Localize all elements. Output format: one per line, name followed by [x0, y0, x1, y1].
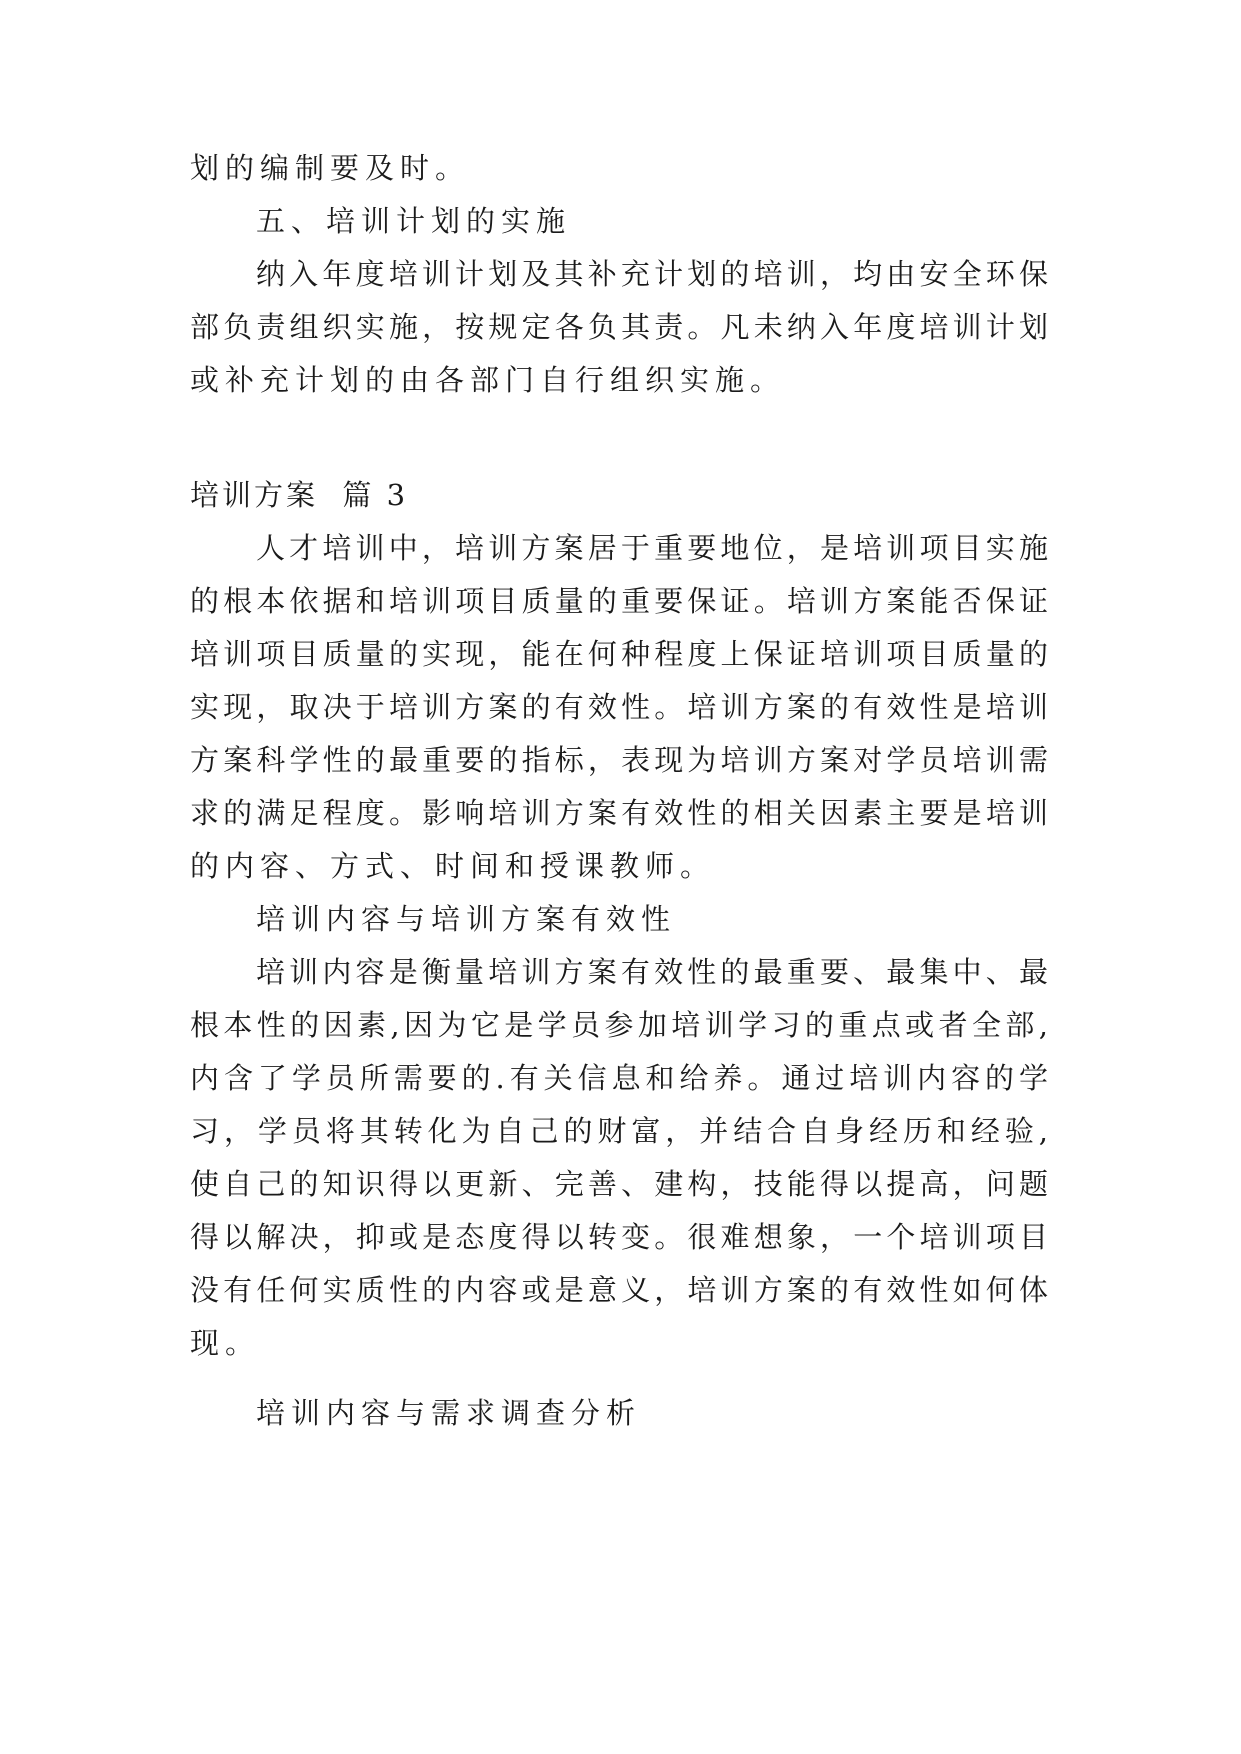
paragraph-line: 习，学员将其转化为自己的财富，并结合自身经历和经验,: [190, 1114, 1050, 1148]
paragraph-line: 或补充计划的由各部门自行组织实施。: [190, 363, 786, 397]
paragraph-line: 内含了学员所需要的.有关信息和给养。通过培训内容的学: [190, 1061, 1050, 1095]
paragraph-line: 现。: [190, 1326, 261, 1360]
paragraph-line: 方案科学性的最重要的指标，表现为培训方案对学员培训需: [190, 743, 1050, 777]
paragraph-line: 部负责组织实施，按规定各负其责。凡未纳入年度培训计划: [190, 310, 1050, 344]
paragraph-line: 培训项目质量的实现，能在何种程度上保证培训项目质量的: [190, 637, 1050, 671]
paragraph-line: 纳入年度培训计划及其补充计划的培训，均由安全环保: [256, 257, 1050, 291]
paragraph-line: 的内容、方式、时间和授课教师。: [190, 849, 716, 883]
article-heading: 培训方案 篇 3: [190, 478, 409, 512]
paragraph-line: 求的满足程度。影响培训方案有效性的相关因素主要是培训: [190, 796, 1050, 830]
paragraph-line: 根本性的因素,因为它是学员参加培训学习的重点或者全部,: [190, 1008, 1050, 1042]
paragraph-line: 实现，取决于培训方案的有效性。培训方案的有效性是培训: [190, 690, 1050, 724]
paragraph-line: 人才培训中，培训方案居于重要地位，是培训项目实施: [256, 531, 1050, 565]
section-heading: 培训内容与需求调查分析: [256, 1396, 642, 1430]
paragraph-line: 得以解决，抑或是态度得以转变。很难想象，一个培训项目: [190, 1220, 1050, 1254]
paragraph-line: 没有任何实质性的内容或是意义，培训方案的有效性如何体: [190, 1273, 1050, 1307]
section-heading: 五、培训计划的实施: [256, 204, 572, 238]
paragraph-line: 培训内容是衡量培训方案有效性的最重要、最集中、最: [256, 955, 1050, 989]
paragraph-line: 的根本依据和培训项目质量的重要保证。培训方案能否保证: [190, 584, 1050, 618]
section-heading: 培训内容与培训方案有效性: [256, 902, 677, 936]
paragraph-line: 使自己的知识得以更新、完善、建构，技能得以提高，问题: [190, 1167, 1050, 1201]
paragraph-line: 划的编制要及时。: [190, 151, 471, 185]
